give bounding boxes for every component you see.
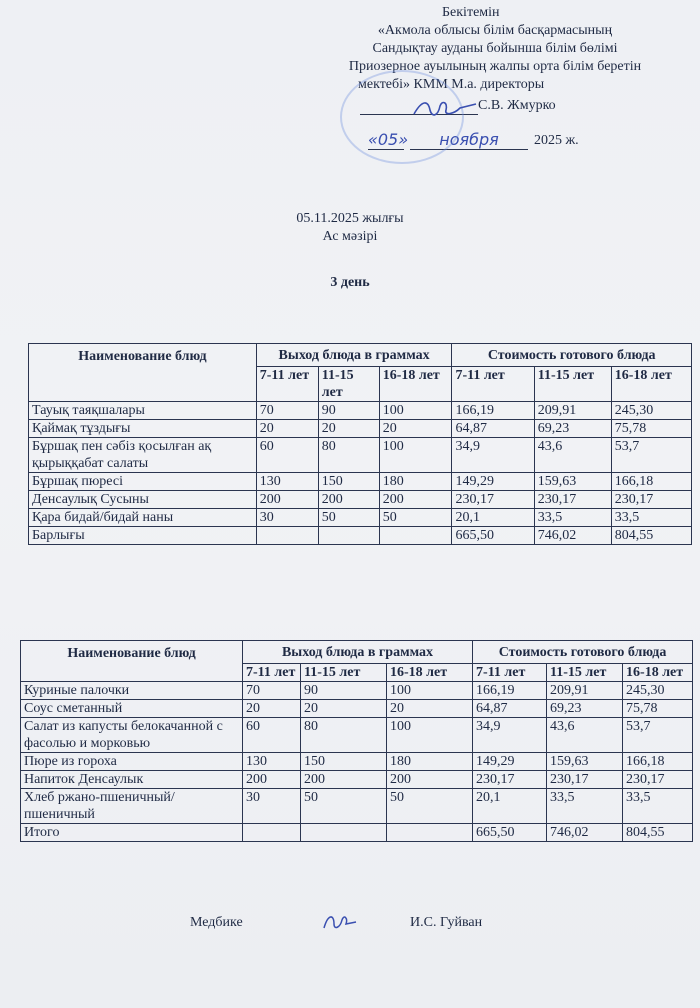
header-cost: Стоимость готового блюда — [473, 641, 693, 664]
dish-name-cell: Барлығы — [29, 527, 257, 545]
menu-date: 05.11.2025 жылғы — [296, 211, 404, 226]
weight-cell — [243, 824, 301, 842]
weight-cell: 20 — [243, 700, 301, 718]
day-label: 3 день — [330, 275, 370, 290]
cost-cell: 665,50 — [452, 527, 534, 545]
dish-name-cell: Салат из капусты белокачанной с фасолью и морковью — [21, 718, 243, 753]
cost-cell: 245,30 — [623, 682, 693, 700]
dish-name-cell: Хлеб ржано-пшеничный/пшеничный — [21, 789, 243, 824]
weight-cell: 70 — [256, 402, 318, 420]
director-signature-icon — [410, 96, 480, 122]
approval-line-3: Приозерное ауылының жалпы орта білім беретін — [348, 59, 642, 74]
weight-cell: 180 — [379, 473, 452, 491]
approval-title: Бекітемін — [442, 5, 500, 20]
cost-cell: 159,63 — [547, 753, 623, 771]
cost-cell: 33,5 — [547, 789, 623, 824]
cost-cell: 230,17 — [452, 491, 534, 509]
dish-name-cell: Соус сметанный — [21, 700, 243, 718]
cost-cell: 34,9 — [473, 718, 547, 753]
weight-cell: 50 — [318, 509, 379, 527]
age-header: 16-18 лет — [379, 367, 452, 402]
weight-cell: 100 — [387, 682, 473, 700]
nurse-name: И.С. Гуйван — [410, 915, 483, 930]
cost-cell: 166,18 — [611, 473, 691, 491]
cost-cell: 33,5 — [534, 509, 611, 527]
table-row — [29, 491, 692, 509]
cost-cell: 230,17 — [534, 491, 611, 509]
table-row — [21, 789, 693, 824]
age-header: 11-15 лет — [547, 664, 623, 682]
weight-cell: 30 — [256, 509, 318, 527]
dish-name-cell: Бұршақ пен сәбіз қосылған ақ қырыққабат салаты — [29, 438, 257, 473]
cost-cell: 33,5 — [623, 789, 693, 824]
table-row — [21, 753, 693, 771]
dish-name-cell: Пюре из гороха — [21, 753, 243, 771]
dish-name-cell: Қаймақ тұздығы — [29, 420, 257, 438]
weight-cell: 60 — [243, 718, 301, 753]
cost-cell: 804,55 — [623, 824, 693, 842]
dish-name-cell: Тауық таяқшалары — [29, 402, 257, 420]
dish-name-cell: Итого — [21, 824, 243, 842]
cost-cell: 69,23 — [547, 700, 623, 718]
cost-cell: 43,6 — [534, 438, 611, 473]
age-header: 7-11 лет — [452, 367, 534, 402]
weight-cell — [387, 824, 473, 842]
cost-cell: 20,1 — [452, 509, 534, 527]
cost-cell: 64,87 — [452, 420, 534, 438]
cost-cell: 804,55 — [611, 527, 691, 545]
weight-cell: 150 — [301, 753, 387, 771]
weight-cell: 20 — [256, 420, 318, 438]
header-dish-name: Наименование блюд — [21, 641, 243, 682]
age-header: 7-11 лет — [243, 664, 301, 682]
dish-name-cell: Напиток Денсаулык — [21, 771, 243, 789]
cost-cell: 43,6 — [547, 718, 623, 753]
nurse-signature-icon — [320, 912, 360, 934]
cost-cell: 166,19 — [473, 682, 547, 700]
weight-cell: 20 — [379, 420, 452, 438]
weight-cell: 50 — [379, 509, 452, 527]
approval-line-4: мектебі» КММ М.а. директоры — [358, 77, 545, 92]
weight-cell: 80 — [318, 438, 379, 473]
weight-cell: 100 — [379, 402, 452, 420]
weight-cell: 200 — [318, 491, 379, 509]
cost-cell: 20,1 — [473, 789, 547, 824]
cost-cell: 230,17 — [623, 771, 693, 789]
table-row — [21, 682, 693, 700]
table-row — [29, 509, 692, 527]
date-month: ноября — [410, 131, 528, 150]
header-weight: Выход блюда в граммах — [243, 641, 473, 664]
weight-cell: 20 — [318, 420, 379, 438]
age-header: 11-15 лет — [318, 367, 379, 402]
dish-name-cell: Бұршақ пюресі — [29, 473, 257, 491]
weight-cell: 130 — [256, 473, 318, 491]
cost-cell: 245,30 — [611, 402, 691, 420]
weight-cell: 90 — [301, 682, 387, 700]
cost-cell: 149,29 — [473, 753, 547, 771]
cost-cell: 75,78 — [611, 420, 691, 438]
cost-cell: 34,9 — [452, 438, 534, 473]
nurse-role: Медбике — [190, 915, 243, 930]
age-header: 11-15 лет — [534, 367, 611, 402]
weight-cell: 200 — [256, 491, 318, 509]
age-header: 11-15 лет — [301, 664, 387, 682]
weight-cell: 200 — [387, 771, 473, 789]
weight-cell: 50 — [387, 789, 473, 824]
weight-cell: 20 — [387, 700, 473, 718]
cost-cell: 69,23 — [534, 420, 611, 438]
menu-table-ru — [20, 640, 693, 842]
cost-cell: 159,63 — [534, 473, 611, 491]
table-body — [21, 682, 693, 842]
cost-cell: 53,7 — [623, 718, 693, 753]
menu-title: Ас мәзірі — [322, 229, 378, 244]
cost-cell: 33,5 — [611, 509, 691, 527]
weight-cell: 90 — [318, 402, 379, 420]
table-row — [21, 718, 693, 753]
weight-cell — [318, 527, 379, 545]
dish-name-cell: Қара бидай/бидай наны — [29, 509, 257, 527]
weight-cell: 80 — [301, 718, 387, 753]
weight-cell: 70 — [243, 682, 301, 700]
weight-cell: 50 — [301, 789, 387, 824]
table-row — [21, 771, 693, 789]
age-header: 7-11 лет — [256, 367, 318, 402]
cost-cell: 166,18 — [623, 753, 693, 771]
weight-cell: 60 — [256, 438, 318, 473]
table-row — [29, 402, 692, 420]
weight-cell: 200 — [379, 491, 452, 509]
header-dish-name: Наименование блюд — [29, 344, 257, 402]
weight-cell: 20 — [301, 700, 387, 718]
weight-cell: 180 — [387, 753, 473, 771]
weight-cell: 130 — [243, 753, 301, 771]
cost-cell: 209,91 — [534, 402, 611, 420]
cost-cell: 209,91 — [547, 682, 623, 700]
cost-cell: 166,19 — [452, 402, 534, 420]
menu-table-kz — [28, 343, 692, 545]
table-row — [29, 420, 692, 438]
cost-cell: 149,29 — [452, 473, 534, 491]
cost-cell: 746,02 — [547, 824, 623, 842]
table-row — [21, 824, 693, 842]
weight-cell: 150 — [318, 473, 379, 491]
weight-cell: 100 — [379, 438, 452, 473]
age-header: 16-18 лет — [611, 367, 691, 402]
cost-cell: 230,17 — [473, 771, 547, 789]
table-body — [29, 402, 692, 545]
age-header: 16-18 лет — [623, 664, 693, 682]
weight-cell — [379, 527, 452, 545]
age-header: 16-18 лет — [387, 664, 473, 682]
dish-name-cell: Куриные палочки — [21, 682, 243, 700]
weight-cell — [256, 527, 318, 545]
date-day: «05» — [368, 130, 409, 149]
dish-name-cell: Денсаулық Сусыны — [29, 491, 257, 509]
table-row — [29, 473, 692, 491]
table-row — [21, 700, 693, 718]
table-row — [29, 438, 692, 473]
header-cost: Стоимость готового блюда — [452, 344, 692, 367]
cost-cell: 230,17 — [611, 491, 691, 509]
weight-cell: 200 — [243, 771, 301, 789]
header-weight: Выход блюда в граммах — [256, 344, 452, 367]
date-year: 2025 ж. — [534, 133, 579, 148]
weight-cell: 200 — [301, 771, 387, 789]
weight-cell: 30 — [243, 789, 301, 824]
cost-cell: 64,87 — [473, 700, 547, 718]
cost-cell: 75,78 — [623, 700, 693, 718]
menu-heading — [0, 210, 700, 246]
cost-cell: 665,50 — [473, 824, 547, 842]
director-name: С.В. Жмурко — [478, 98, 556, 113]
approval-line-2: Сандықтау ауданы бойынша білім бөлімі — [372, 41, 618, 56]
age-header: 7-11 лет — [473, 664, 547, 682]
approval-line-1: «Акмола облысы білім басқармасының — [377, 23, 613, 38]
cost-cell: 746,02 — [534, 527, 611, 545]
weight-cell: 100 — [387, 718, 473, 753]
cost-cell: 53,7 — [611, 438, 691, 473]
weight-cell — [301, 824, 387, 842]
table-row — [29, 527, 692, 545]
cost-cell: 230,17 — [547, 771, 623, 789]
